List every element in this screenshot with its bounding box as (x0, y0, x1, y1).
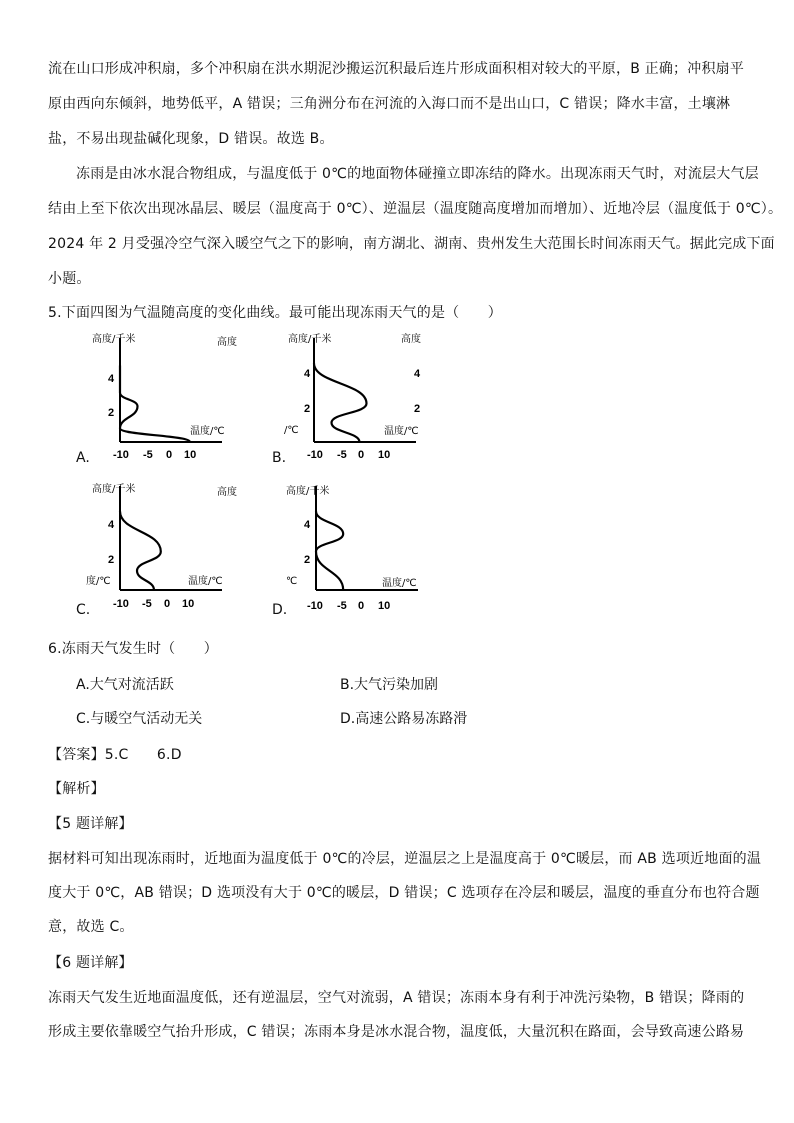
chart-c-xtick: -10 (113, 598, 129, 610)
chart-a-ytick: 2 (108, 407, 115, 419)
chart-b (270, 330, 440, 472)
chart-d-svg (270, 478, 440, 618)
chart-c-ylabel: 高度/千米 (92, 484, 136, 495)
answer: 【答案】5.C 6.D (48, 747, 182, 763)
chart-b-xtick: 0 (358, 449, 365, 461)
detail-6-line: 形成主要依靠暖空气抬升形成，C 错误；冻雨本身是冰水混合物，温度低，大量沉积在路面，会导致高速公路易 (48, 1024, 745, 1040)
detail-6-heading: 【6 题详解】 (48, 955, 133, 971)
chart-d-ytick: 4 (304, 519, 311, 531)
chart-b-xtick: -10 (307, 449, 323, 461)
chart-c (72, 478, 242, 622)
chart-c-xtick: -5 (142, 598, 152, 610)
chart-d (270, 478, 440, 622)
chart-d-ylabel: 高度/千米 (286, 486, 330, 497)
paragraph-line: 结由上至下依次出现冰晶层、暖层（温度高于 0℃）、逆温层（温度随高度增加而增加）、近地冷层（温度低于 0℃）。 (48, 201, 783, 217)
chart-b-xlabel: 温度/℃ (384, 426, 419, 437)
chart-d-xtick: 0 (358, 600, 365, 612)
detail-5-line: 据材料可知出现冻雨时，近地面为温度低于 0℃的冷层，逆温层之上是温度高于 0℃暖层，而 AB 选项近地面的温 (48, 851, 762, 867)
chart-b-svg (270, 330, 440, 468)
chart-c-crop-text: 度/℃ (86, 576, 111, 587)
chart-d-crop-text: ℃ (286, 576, 298, 587)
chart-a-xlabel: 温度/℃ (190, 426, 225, 437)
chart-d-xtick: 10 (378, 600, 391, 612)
chart-b-crop-text: /℃ (284, 425, 299, 436)
chart-a-ylabel: 高度/千米 (92, 334, 136, 345)
chart-a-xtick: -5 (143, 449, 153, 461)
paragraph-line: 2024 年 2 月受强冷空气深入暖空气之下的影响，南方湖北、湖南、贵州发生大范围长时间冻雨天气。据此完成下面 (48, 236, 775, 252)
chart-c-xtick: 10 (182, 598, 195, 610)
chart-d-curve (316, 511, 343, 590)
chart-a-crop-text: 高度 (217, 337, 237, 348)
chart-c-xlabel: 温度/℃ (188, 576, 223, 587)
chart-a-ytick: 4 (108, 373, 115, 385)
chart-d-ytick: 2 (304, 554, 311, 566)
chart-a-svg (72, 330, 242, 468)
chart-c-ytick: 2 (108, 554, 115, 566)
option-b-label[interactable]: B. (272, 450, 287, 466)
detail-6-line: 冻雨天气发生近地面温度低，还有逆温层，空气对流弱，A 错误；冻雨本身有利于冲洗污染物，B 错误；降雨的 (48, 990, 745, 1006)
chart-c-curve (120, 511, 161, 590)
paragraph-line: 流在山口形成冲积扇，多个冲积扇在洪水期泥沙搬运沉积最后连片形成面积相对较大的平原，B 正确；冲积扇平 (48, 61, 745, 77)
chart-b-ylabel: 高度/千米 (288, 334, 332, 345)
chart-d-xtick: -10 (307, 600, 323, 612)
chart-c-ytick: 4 (108, 519, 115, 531)
paragraph-line: 冻雨是由冰水混合物组成，与温度低于 0℃的地面物体碰撞立即冻结的降水。出现冻雨天气时，对流层大气层 (76, 166, 759, 182)
chart-c-xtick: 0 (164, 598, 171, 610)
chart-c-svg (72, 478, 242, 618)
option-c-label[interactable]: C. (76, 602, 91, 618)
chart-b-ytick-cropped: 2 (414, 403, 421, 415)
chart-b-crop-text: 高度 (401, 334, 421, 345)
option-a-label[interactable]: A. (76, 450, 90, 466)
chart-a-xtick: -10 (113, 449, 129, 461)
chart-b-xtick: -5 (337, 449, 347, 461)
q6-option-a[interactable]: A.大气对流活跃 (76, 677, 174, 693)
paragraph-line: 原由西向东倾斜，地势低平，A 错误；三角洲分布在河流的入海口而不是出山口，C 错误；降水丰富，土壤淋 (48, 96, 731, 112)
chart-a-xtick: 0 (166, 449, 173, 461)
chart-b-ytick: 4 (304, 368, 311, 380)
q6-option-d[interactable]: D.高速公路易冻路滑 (340, 711, 468, 727)
chart-b-curve (314, 363, 367, 442)
chart-a-xtick: 10 (184, 449, 197, 461)
question-6-stem: 6.冻雨天气发生时（ ） (48, 641, 218, 657)
chart-d-xlabel: 温度/℃ (382, 578, 417, 589)
option-d-label[interactable]: D. (272, 602, 288, 618)
chart-c-crop-text: 高度 (217, 487, 237, 498)
q6-option-b[interactable]: B.大气污染加剧 (340, 677, 439, 693)
analysis-heading: 【解析】 (48, 781, 105, 797)
paragraph-line: 小题。 (48, 271, 91, 287)
detail-5-line: 度大于 0℃，AB 错误；D 选项没有大于 0℃的暖层，D 错误；C 选项存在冷层和暖层，温度的垂直分布也符合题 (48, 885, 760, 901)
q6-option-c[interactable]: C.与暖空气活动无关 (76, 711, 203, 727)
detail-5-line: 意，故选 C。 (48, 919, 134, 935)
chart-b-ytick: 2 (304, 403, 311, 415)
chart-a (72, 330, 242, 472)
chart-b-xtick: 10 (378, 449, 391, 461)
detail-5-heading: 【5 题详解】 (48, 816, 133, 832)
chart-d-xtick: -5 (337, 600, 347, 612)
question-5-stem: 5.下面四图为气温随高度的变化曲线。最可能出现冻雨天气的是（ ） (48, 305, 502, 321)
paragraph-line: 盐，不易出现盐碱化现象，D 错误。故选 B。 (48, 131, 334, 147)
chart-b-ytick-cropped: 4 (414, 368, 421, 380)
chart-a-curve (120, 366, 190, 443)
